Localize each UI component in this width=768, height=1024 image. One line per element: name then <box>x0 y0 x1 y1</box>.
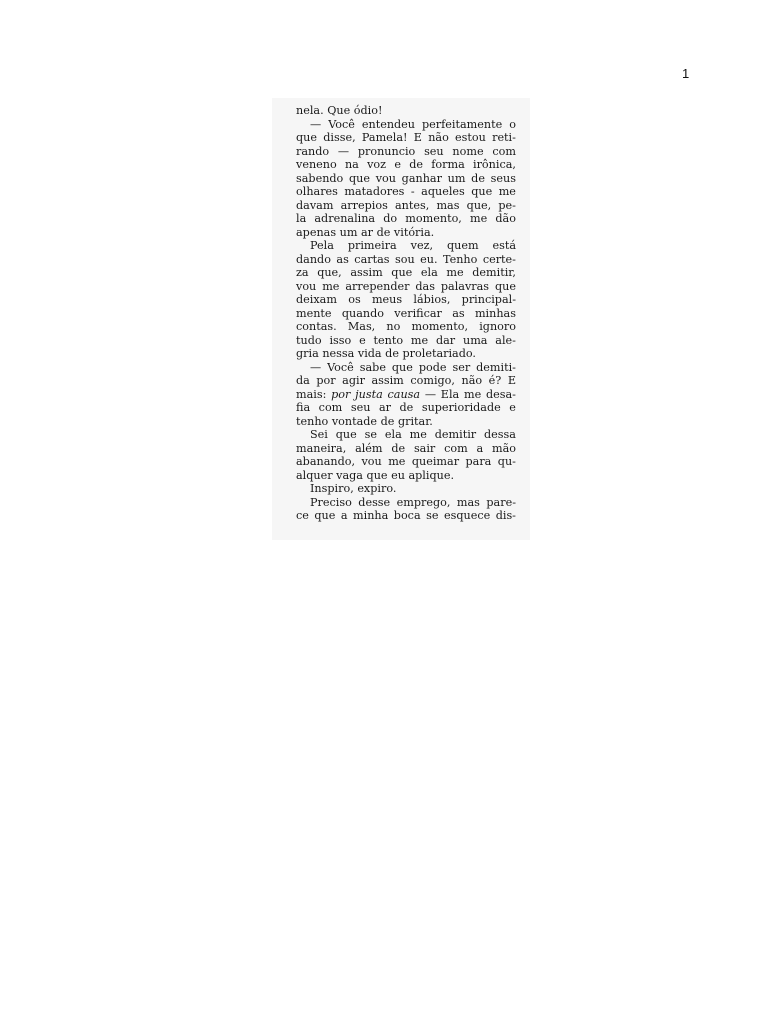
text-line: sabendo que vou ganhar um de seus <box>296 171 516 185</box>
text-line: vou me arrepender das palavras que <box>296 279 516 293</box>
text-line: Inspiro, expiro. <box>310 482 397 495</box>
text-line: rando — pronuncio seu nome com <box>296 144 516 158</box>
text-line: fia com seu ar de superioridade e <box>296 401 516 414</box>
text-line: — Você entendeu perfeitamente o <box>310 117 516 131</box>
text-line: abanando, vou me queimar para qu- <box>296 455 516 468</box>
text-line: Sei que se ela me demitir dessa <box>310 428 516 441</box>
text-line: da por agir assim comigo, não é? E <box>296 374 516 387</box>
book-text <box>296 104 516 523</box>
text-line: que disse, Pamela! E não estou reti- <box>296 131 516 144</box>
text-line: — Você sabe que pode ser demiti- <box>310 360 516 374</box>
text-line: tenho vontade de gritar. <box>296 414 433 428</box>
text-line: tudo isso e tento me dar uma ale- <box>296 333 516 347</box>
text-line: mente quando verificar as minhas <box>296 306 516 320</box>
text-line: Pela primeira vez, quem está <box>310 239 516 252</box>
text-line: nela. Que ódio! <box>296 104 383 117</box>
text-line: maneira, além de sair com a mão <box>296 441 516 455</box>
text-line: Preciso desse emprego, mas pare- <box>310 495 516 509</box>
text-line: gria nessa vida de proletariado. <box>296 347 476 360</box>
text-line: dando as cartas sou eu. Tenho certe- <box>296 252 516 266</box>
text-line: za que, assim que ela me demitir, <box>296 266 516 279</box>
text-line: davam arrepios antes, mas que, pe- <box>296 198 516 212</box>
text-line: contas. Mas, no momento, ignoro <box>296 320 516 333</box>
text-line: apenas um ar de vitória. <box>296 225 435 239</box>
text-line: deixam os meus lábios, principal- <box>296 293 516 306</box>
text-line: ce que a minha boca se esquece dis- <box>296 509 516 522</box>
text-line: olhares matadores - aqueles que me <box>296 185 516 198</box>
text-line: veneno na voz e de forma irônica, <box>296 158 516 171</box>
text-line: mais: por justa causa — Ela me desa- <box>296 387 516 401</box>
page-number: 1 <box>682 66 690 81</box>
text-line: alquer vaga que eu aplique. <box>296 468 454 482</box>
text-line: la adrenalina do momento, me dão <box>296 212 516 225</box>
